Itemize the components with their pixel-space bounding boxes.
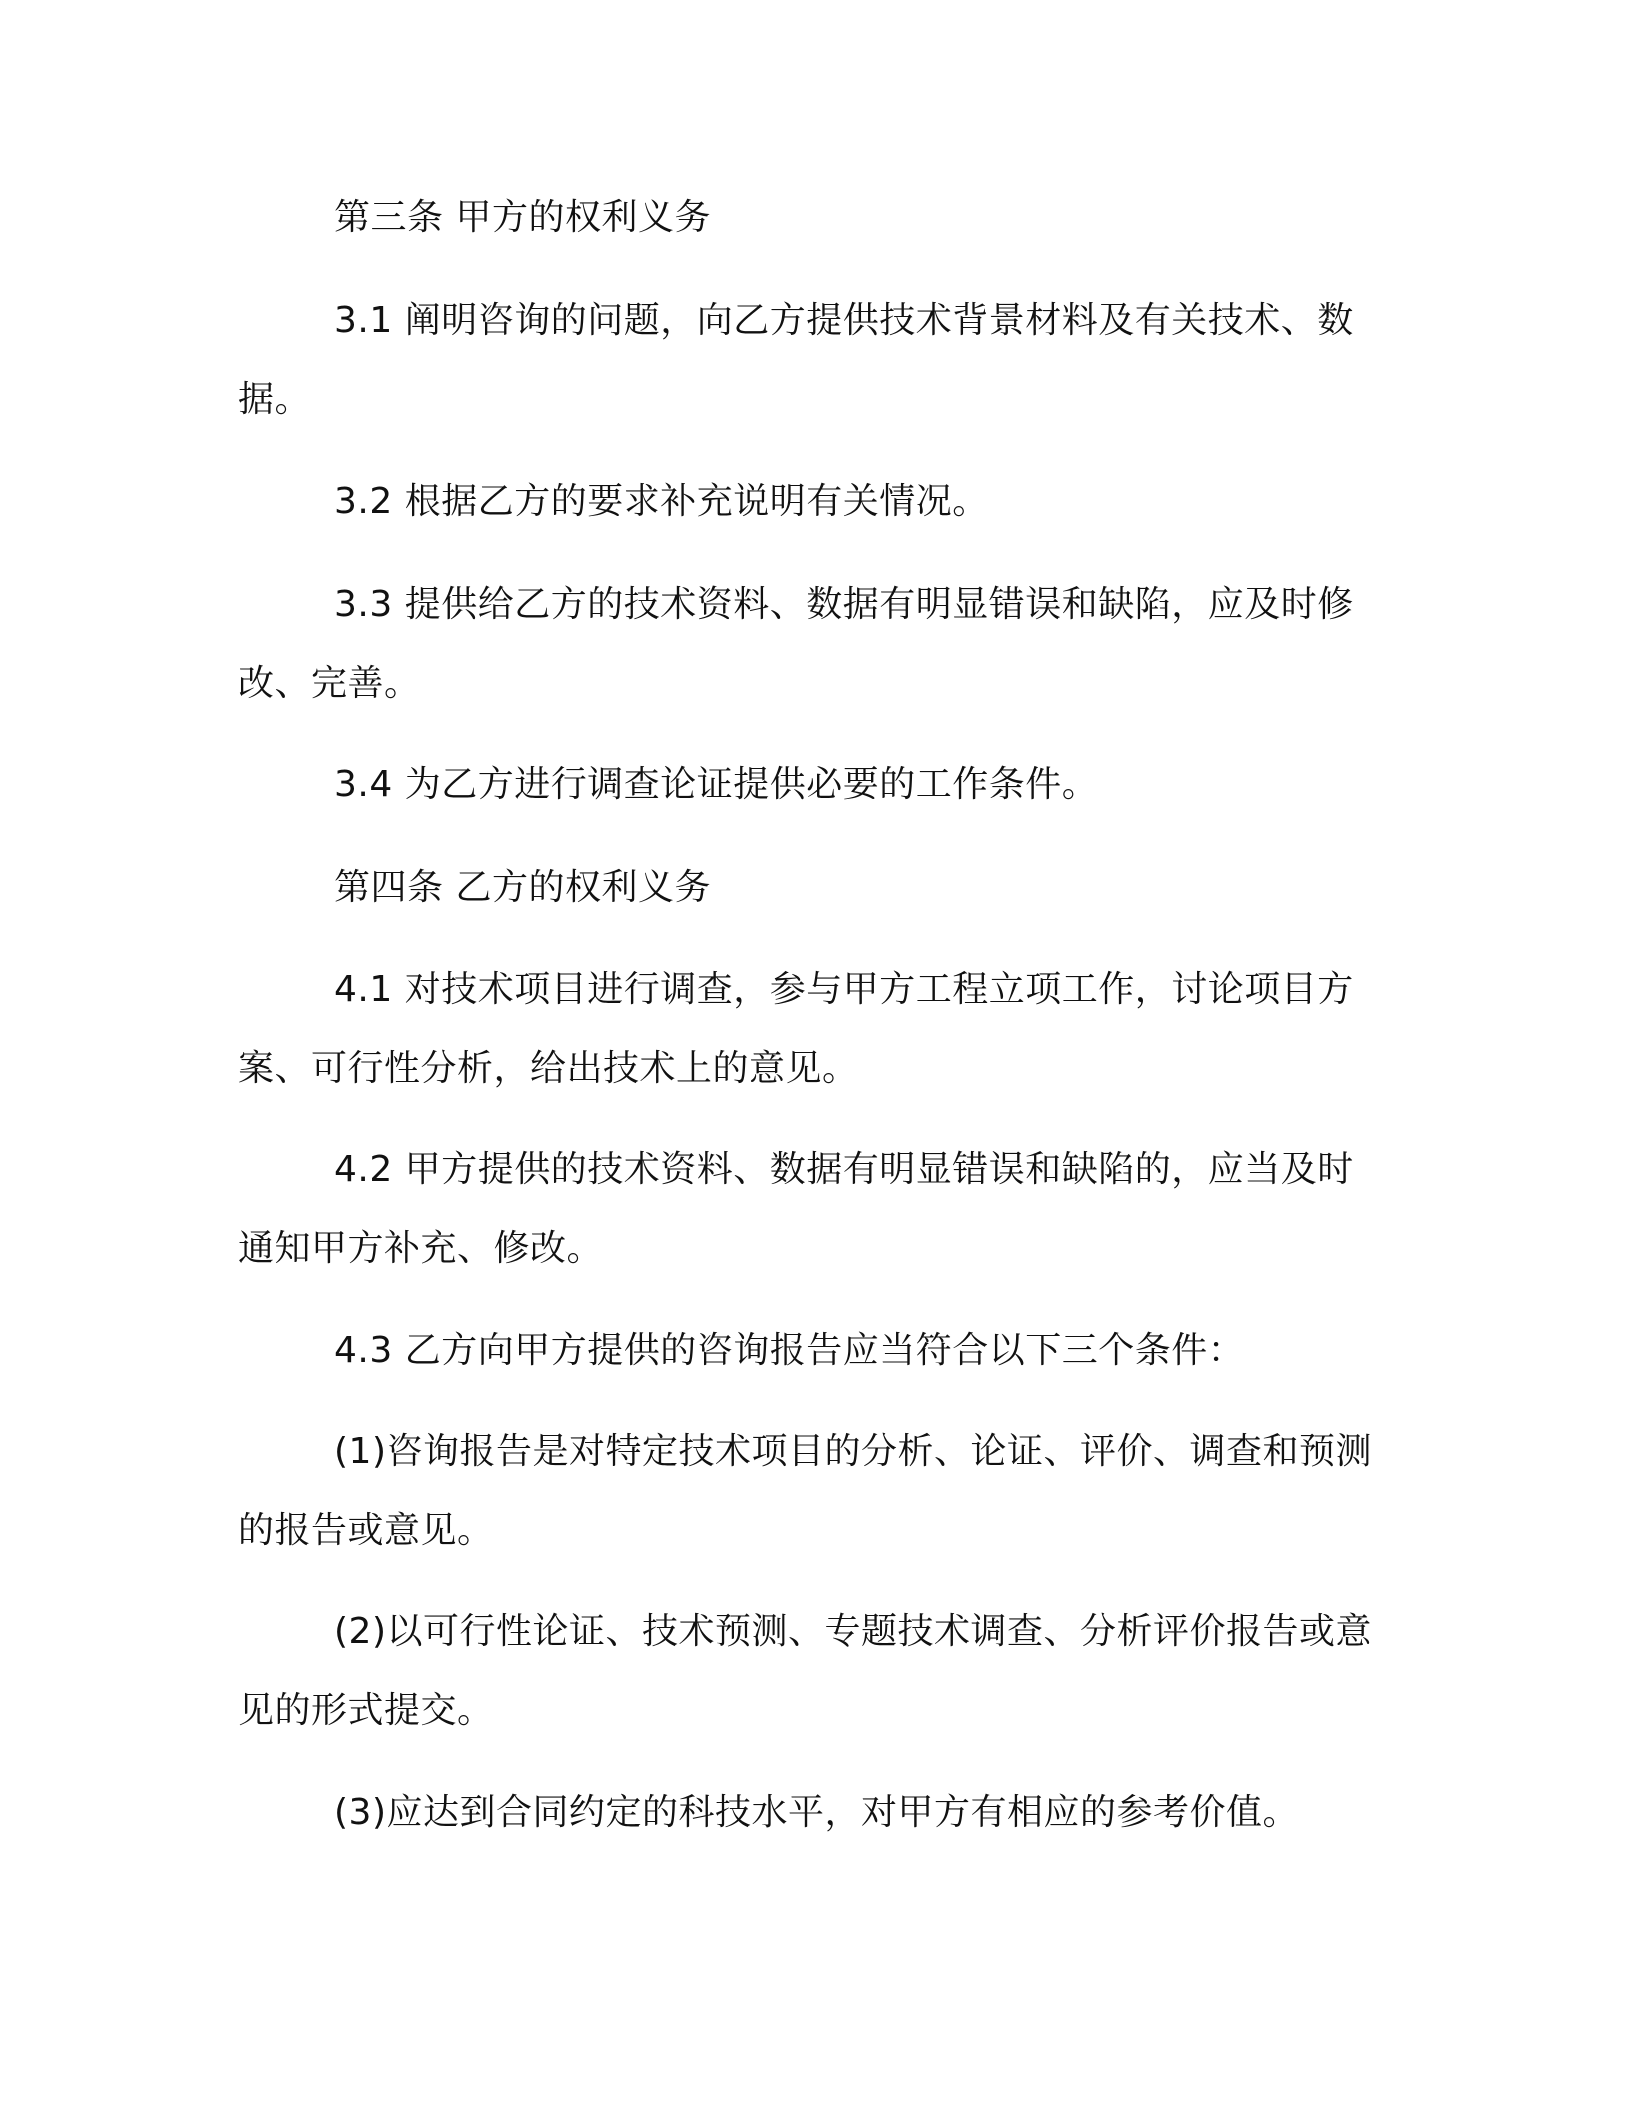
article-4-heading: 第四条 乙方的权利义务: [334, 867, 711, 908]
clause-4-1: 4.1 对技术项目进行调查，参与甲方工程立项工作，讨论项目方案、可行性分析，给出技术上的意见。: [238, 969, 1354, 1089]
clause-3-3: 3.3 提供给乙方的技术资料、数据有明显错误和缺陷，应及时修改、完善。: [238, 584, 1354, 704]
condition-3: (3)应达到合同约定的科技水平，对甲方有相应的参考价值。: [334, 1792, 1299, 1833]
article-3-heading: 第三条 甲方的权利义务: [334, 197, 711, 238]
clause-3-4: 3.4 为乙方进行调查论证提供必要的工作条件。: [334, 764, 1099, 805]
condition-2: (2)以可行性论证、技术预测、专题技术调查、分析评价报告或意见的形式提交。: [238, 1611, 1372, 1731]
clause-4-3: 4.3 乙方向甲方提供的咨询报告应当符合以下三个条件：: [334, 1330, 1245, 1371]
clause-3-2: 3.2 根据乙方的要求补充说明有关情况。: [334, 481, 989, 522]
condition-1: (1)咨询报告是对特定技术项目的分析、论证、评价、调查和预测的报告或意见。: [238, 1431, 1372, 1551]
clause-4-2: 4.2 甲方提供的技术资料、数据有明显错误和缺陷的，应当及时通知甲方补充、修改。: [238, 1149, 1354, 1269]
clause-3-1: 3.1 阐明咨询的问题，向乙方提供技术背景材料及有关技术、数据。: [238, 300, 1354, 420]
